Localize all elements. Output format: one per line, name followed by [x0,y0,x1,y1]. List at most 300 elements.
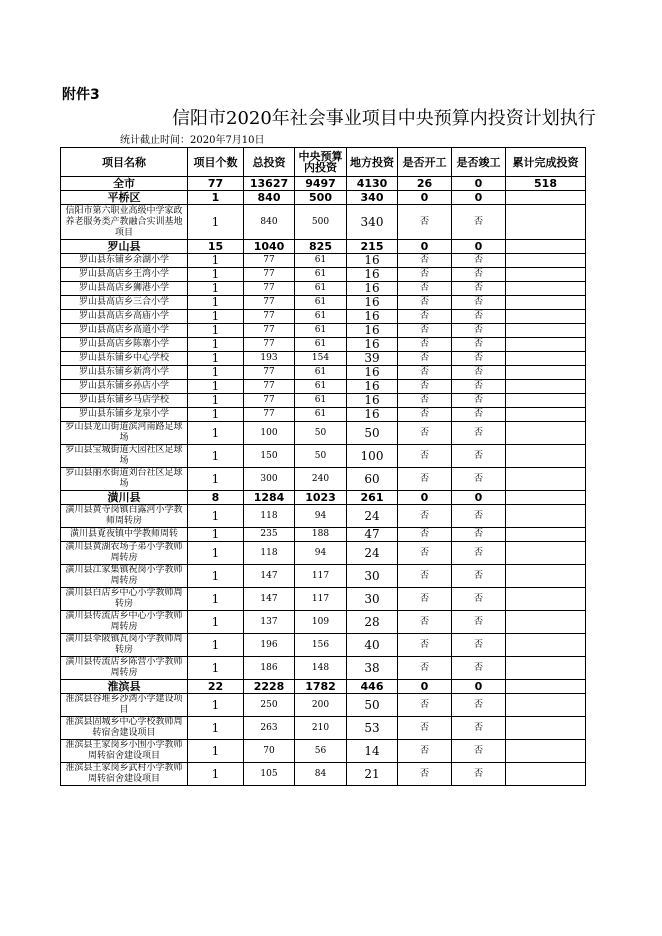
cell-total: 2228 [244,680,295,694]
col-header-central: 中央预算内投资 [295,148,347,177]
cell-name: 罗山县高店乡王湾小学 [61,268,188,282]
cell-started: 否 [398,657,452,680]
cell-cumulative [506,468,586,491]
cell-cumulative [506,394,586,408]
cell-total: 840 [244,191,295,205]
cell-started: 否 [398,634,452,657]
cell-cumulative [506,205,586,240]
cell-name: 罗山县东铺乡孙店小学 [61,380,188,394]
cell-central: 94 [295,542,347,565]
cell-cumulative [506,528,586,542]
cell-count: 1 [188,634,244,657]
cell-local: 39 [347,352,398,366]
cell-central: 61 [295,254,347,268]
cell-cumulative [506,542,586,565]
cell-completed: 否 [452,565,506,588]
cell-name: 罗山县高店乡狮港小学 [61,282,188,296]
cell-completed: 否 [452,657,506,680]
table-row [61,352,586,366]
table-row [61,408,586,422]
cell-completed: 否 [452,468,506,491]
cell-started: 否 [398,422,452,445]
cell-started: 否 [398,338,452,352]
cell-cumulative [506,694,586,717]
cell-name: 淮滨县谷堆乡沙湾小学建设项目 [61,694,188,717]
cell-total: 250 [244,694,295,717]
cell-name: 罗山县东铺乡新湾小学 [61,366,188,380]
cell-central: 61 [295,380,347,394]
cell-completed: 否 [452,310,506,324]
table-row [61,588,586,611]
cell-name: 罗山县高店乡三合小学 [61,296,188,310]
cell-started: 否 [398,694,452,717]
col-header-cumulative: 累计完成投资 [506,148,586,177]
cell-local: 60 [347,468,398,491]
cell-started: 否 [398,268,452,282]
cell-local: 24 [347,505,398,528]
cell-local: 16 [347,254,398,268]
cell-count: 1 [188,380,244,394]
col-header-name: 项目名称 [61,148,188,177]
cell-central: 61 [295,310,347,324]
table-row [61,282,586,296]
cell-completed: 否 [452,422,506,445]
cell-local: 446 [347,680,398,694]
cell-total: 105 [244,763,295,786]
cell-completed: 否 [452,505,506,528]
cell-name: 罗山县东铺乡中心学校 [61,352,188,366]
cell-completed: 否 [452,528,506,542]
cell-name: 罗山县高店乡陈寨小学 [61,338,188,352]
investment-table [60,147,586,786]
cell-completed: 否 [452,634,506,657]
cell-local: 215 [347,240,398,254]
col-header-completed: 是否竣工 [452,148,506,177]
cell-completed: 否 [452,445,506,468]
cell-cumulative [506,324,586,338]
cell-central: 84 [295,763,347,786]
col-header-local: 地方投资 [347,148,398,177]
cell-central: 1782 [295,680,347,694]
group-row [61,491,586,505]
group-row [61,177,586,191]
cell-name: 罗山县丽水街道刘台社区足球场 [61,468,188,491]
cell-central: 94 [295,505,347,528]
cell-total: 77 [244,324,295,338]
table-row [61,634,586,657]
cell-completed: 否 [452,268,506,282]
cell-name: 潢川县传流店乡陈营小学教师周转房 [61,657,188,680]
group-row [61,191,586,205]
cell-count: 1 [188,338,244,352]
cell-name: 潢川县江家集镇祝岗小学教师周转房 [61,565,188,588]
cell-started: 否 [398,763,452,786]
cell-central: 825 [295,240,347,254]
cell-central: 200 [295,694,347,717]
header-row [61,148,586,177]
cell-started: 否 [398,505,452,528]
cell-name: 潢川县黄湖农场子弟小学教师周转房 [61,542,188,565]
table-row [61,565,586,588]
cell-cumulative [506,240,586,254]
stat-time: 统计截止时间：2020年7月10日 [120,135,265,146]
table-row [61,422,586,445]
cell-count: 1 [188,565,244,588]
cell-completed: 否 [452,205,506,240]
cell-started: 否 [398,296,452,310]
cell-completed: 0 [452,240,506,254]
cell-cumulative [506,408,586,422]
table-row [61,657,586,680]
table-row [61,542,586,565]
cell-started: 否 [398,445,452,468]
cell-local: 53 [347,717,398,740]
col-header-count: 项目个数 [188,148,244,177]
cell-central: 61 [295,338,347,352]
cell-name: 淮滨县固城乡中心学校教师周转宿舍建设项目 [61,717,188,740]
cell-local: 340 [347,191,398,205]
cell-count: 1 [188,310,244,324]
cell-central: 61 [295,282,347,296]
cell-count: 1 [188,694,244,717]
table-row [61,366,586,380]
cell-local: 16 [347,408,398,422]
cell-completed: 否 [452,763,506,786]
cell-completed: 否 [452,694,506,717]
cell-count: 1 [188,254,244,268]
cell-name: 平桥区 [61,191,188,205]
cell-completed: 否 [452,588,506,611]
cell-count: 1 [188,422,244,445]
col-header-started: 是否开工 [398,148,452,177]
cell-name: 罗山县高店乡高庙小学 [61,310,188,324]
cell-total: 118 [244,505,295,528]
table-row [61,505,586,528]
cell-completed: 0 [452,680,506,694]
cell-started: 否 [398,380,452,394]
cell-local: 14 [347,740,398,763]
cell-cumulative [506,366,586,380]
page-title: 信阳市2020年社会事业项目中央预算内投资计划执行 [172,108,596,129]
cell-completed: 否 [452,542,506,565]
cell-cumulative [506,310,586,324]
cell-started: 否 [398,408,452,422]
cell-local: 16 [347,366,398,380]
cell-started: 否 [398,205,452,240]
cell-total: 13627 [244,177,295,191]
cell-count: 1 [188,542,244,565]
cell-name: 罗山县龙山街道滨河南路足球场 [61,422,188,445]
cell-local: 38 [347,657,398,680]
cell-total: 77 [244,380,295,394]
cell-completed: 否 [452,717,506,740]
cell-count: 1 [188,268,244,282]
table-row [61,763,586,786]
group-row [61,240,586,254]
cell-total: 263 [244,717,295,740]
cell-count: 8 [188,491,244,505]
cell-count: 1 [188,296,244,310]
cell-cumulative [506,338,586,352]
cell-name: 全市 [61,177,188,191]
cell-total: 1284 [244,491,295,505]
cell-local: 47 [347,528,398,542]
cell-started: 否 [398,565,452,588]
cell-started: 否 [398,611,452,634]
cell-name: 罗山县高店乡高道小学 [61,324,188,338]
cell-central: 61 [295,296,347,310]
cell-completed: 0 [452,191,506,205]
cell-cumulative [506,634,586,657]
cell-central: 500 [295,191,347,205]
cell-started: 0 [398,191,452,205]
cell-local: 16 [347,338,398,352]
cell-central: 56 [295,740,347,763]
cell-total: 186 [244,657,295,680]
cell-cumulative [506,422,586,445]
cell-started: 否 [398,588,452,611]
cell-name: 潢川县白店乡中心小学教师周转房 [61,588,188,611]
cell-cumulative [506,352,586,366]
cell-local: 30 [347,588,398,611]
cell-central: 1023 [295,491,347,505]
cell-started: 否 [398,528,452,542]
cell-local: 50 [347,422,398,445]
cell-cumulative [506,717,586,740]
cell-cumulative [506,282,586,296]
cell-local: 50 [347,694,398,717]
cell-local: 16 [347,296,398,310]
cell-started: 否 [398,310,452,324]
table-row [61,324,586,338]
cell-completed: 否 [452,324,506,338]
cell-started: 否 [398,468,452,491]
cell-completed: 否 [452,611,506,634]
cell-completed: 否 [452,282,506,296]
cell-central: 61 [295,268,347,282]
cell-name: 罗山县 [61,240,188,254]
cell-started: 0 [398,491,452,505]
cell-central: 61 [295,366,347,380]
table-row [61,205,586,240]
attachment-label: 附件3 [62,87,100,103]
cell-count: 1 [188,352,244,366]
cell-cumulative [506,380,586,394]
table-row [61,268,586,282]
cell-total: 1040 [244,240,295,254]
cell-started: 否 [398,740,452,763]
table-row [61,528,586,542]
cell-count: 22 [188,680,244,694]
cell-central: 61 [295,394,347,408]
cell-started: 否 [398,282,452,296]
cell-count: 1 [188,366,244,380]
cell-total: 137 [244,611,295,634]
cell-count: 1 [188,445,244,468]
cell-name: 潢川县黄寺岗镇白露河小学教师周转房 [61,505,188,528]
cell-cumulative: 518 [506,177,586,191]
cell-central: 61 [295,408,347,422]
table-row [61,254,586,268]
cell-completed: 否 [452,296,506,310]
cell-local: 261 [347,491,398,505]
table-row [61,740,586,763]
cell-local: 16 [347,310,398,324]
cell-count: 1 [188,324,244,338]
cell-cumulative [506,296,586,310]
cell-name: 罗山县东铺乡余湖小学 [61,254,188,268]
cell-cumulative [506,445,586,468]
cell-cumulative [506,657,586,680]
cell-central: 117 [295,588,347,611]
cell-total: 77 [244,394,295,408]
cell-cumulative [506,740,586,763]
cell-started: 否 [398,352,452,366]
cell-central: 50 [295,445,347,468]
table-row [61,394,586,408]
cell-cumulative [506,191,586,205]
cell-total: 77 [244,310,295,324]
cell-central: 210 [295,717,347,740]
cell-total: 196 [244,634,295,657]
cell-central: 61 [295,324,347,338]
cell-cumulative [506,763,586,786]
cell-completed: 否 [452,366,506,380]
cell-count: 1 [188,394,244,408]
cell-cumulative [506,680,586,694]
cell-started: 否 [398,394,452,408]
cell-total: 147 [244,565,295,588]
cell-name: 信阳市第六职业高级中学家政养老服务类产教融合实训基地项目 [61,205,188,240]
cell-total: 193 [244,352,295,366]
cell-central: 500 [295,205,347,240]
cell-total: 77 [244,338,295,352]
cell-count: 1 [188,505,244,528]
cell-total: 118 [244,542,295,565]
cell-started: 0 [398,680,452,694]
cell-completed: 否 [452,254,506,268]
cell-completed: 否 [452,380,506,394]
cell-cumulative [506,268,586,282]
cell-local: 16 [347,282,398,296]
cell-started: 0 [398,240,452,254]
cell-name: 潢川县传流店乡中心小学教师周转房 [61,611,188,634]
table-row [61,380,586,394]
cell-cumulative [506,491,586,505]
cell-total: 235 [244,528,295,542]
cell-count: 1 [188,528,244,542]
cell-total: 100 [244,422,295,445]
cell-local: 40 [347,634,398,657]
cell-local: 21 [347,763,398,786]
cell-central: 9497 [295,177,347,191]
cell-total: 77 [244,268,295,282]
cell-completed: 否 [452,408,506,422]
cell-central: 154 [295,352,347,366]
table-row [61,717,586,740]
cell-total: 77 [244,296,295,310]
cell-count: 1 [188,468,244,491]
cell-total: 77 [244,366,295,380]
table-row [61,468,586,491]
cell-completed: 否 [452,394,506,408]
cell-count: 1 [188,611,244,634]
cell-started: 否 [398,324,452,338]
cell-name: 潢川县伞陂镇瓦岗小学教师周转房 [61,634,188,657]
cell-completed: 0 [452,491,506,505]
cell-total: 70 [244,740,295,763]
cell-count: 1 [188,740,244,763]
cell-count: 1 [188,282,244,296]
cell-name: 淮滨县王家岗乡武村小学教师周转宿舍建设项目 [61,763,188,786]
cell-central: 109 [295,611,347,634]
table-row [61,611,586,634]
cell-total: 840 [244,205,295,240]
cell-central: 188 [295,528,347,542]
cell-cumulative [506,611,586,634]
cell-count: 1 [188,763,244,786]
cell-completed: 0 [452,177,506,191]
cell-local: 4130 [347,177,398,191]
cell-started: 26 [398,177,452,191]
cell-central: 148 [295,657,347,680]
cell-local: 16 [347,380,398,394]
cell-completed: 否 [452,338,506,352]
cell-count: 1 [188,588,244,611]
cell-cumulative [506,588,586,611]
cell-name: 潢川县覔夜镇中学教师周转 [61,528,188,542]
table-row [61,296,586,310]
group-row [61,680,586,694]
cell-total: 77 [244,254,295,268]
cell-local: 30 [347,565,398,588]
cell-local: 16 [347,324,398,338]
cell-name: 罗山县宝城街道大园社区足球场 [61,445,188,468]
cell-total: 77 [244,282,295,296]
cell-local: 28 [347,611,398,634]
cell-completed: 否 [452,352,506,366]
cell-completed: 否 [452,740,506,763]
cell-count: 77 [188,177,244,191]
cell-local: 100 [347,445,398,468]
cell-name: 罗山县东铺乡马店学校 [61,394,188,408]
table-body [61,148,586,786]
cell-count: 1 [188,717,244,740]
cell-local: 16 [347,394,398,408]
cell-central: 240 [295,468,347,491]
cell-cumulative [506,254,586,268]
cell-name: 淮滨县 [61,680,188,694]
cell-total: 147 [244,588,295,611]
cell-name: 罗山县东铺乡龙泉小学 [61,408,188,422]
cell-name: 潢川县 [61,491,188,505]
cell-cumulative [506,505,586,528]
cell-central: 156 [295,634,347,657]
col-header-total: 总投资 [244,148,295,177]
cell-started: 否 [398,366,452,380]
cell-total: 77 [244,408,295,422]
cell-local: 16 [347,268,398,282]
cell-central: 117 [295,565,347,588]
cell-central: 50 [295,422,347,445]
cell-total: 300 [244,468,295,491]
table-row [61,445,586,468]
cell-count: 1 [188,191,244,205]
cell-count: 1 [188,657,244,680]
cell-local: 340 [347,205,398,240]
cell-started: 否 [398,254,452,268]
cell-total: 150 [244,445,295,468]
